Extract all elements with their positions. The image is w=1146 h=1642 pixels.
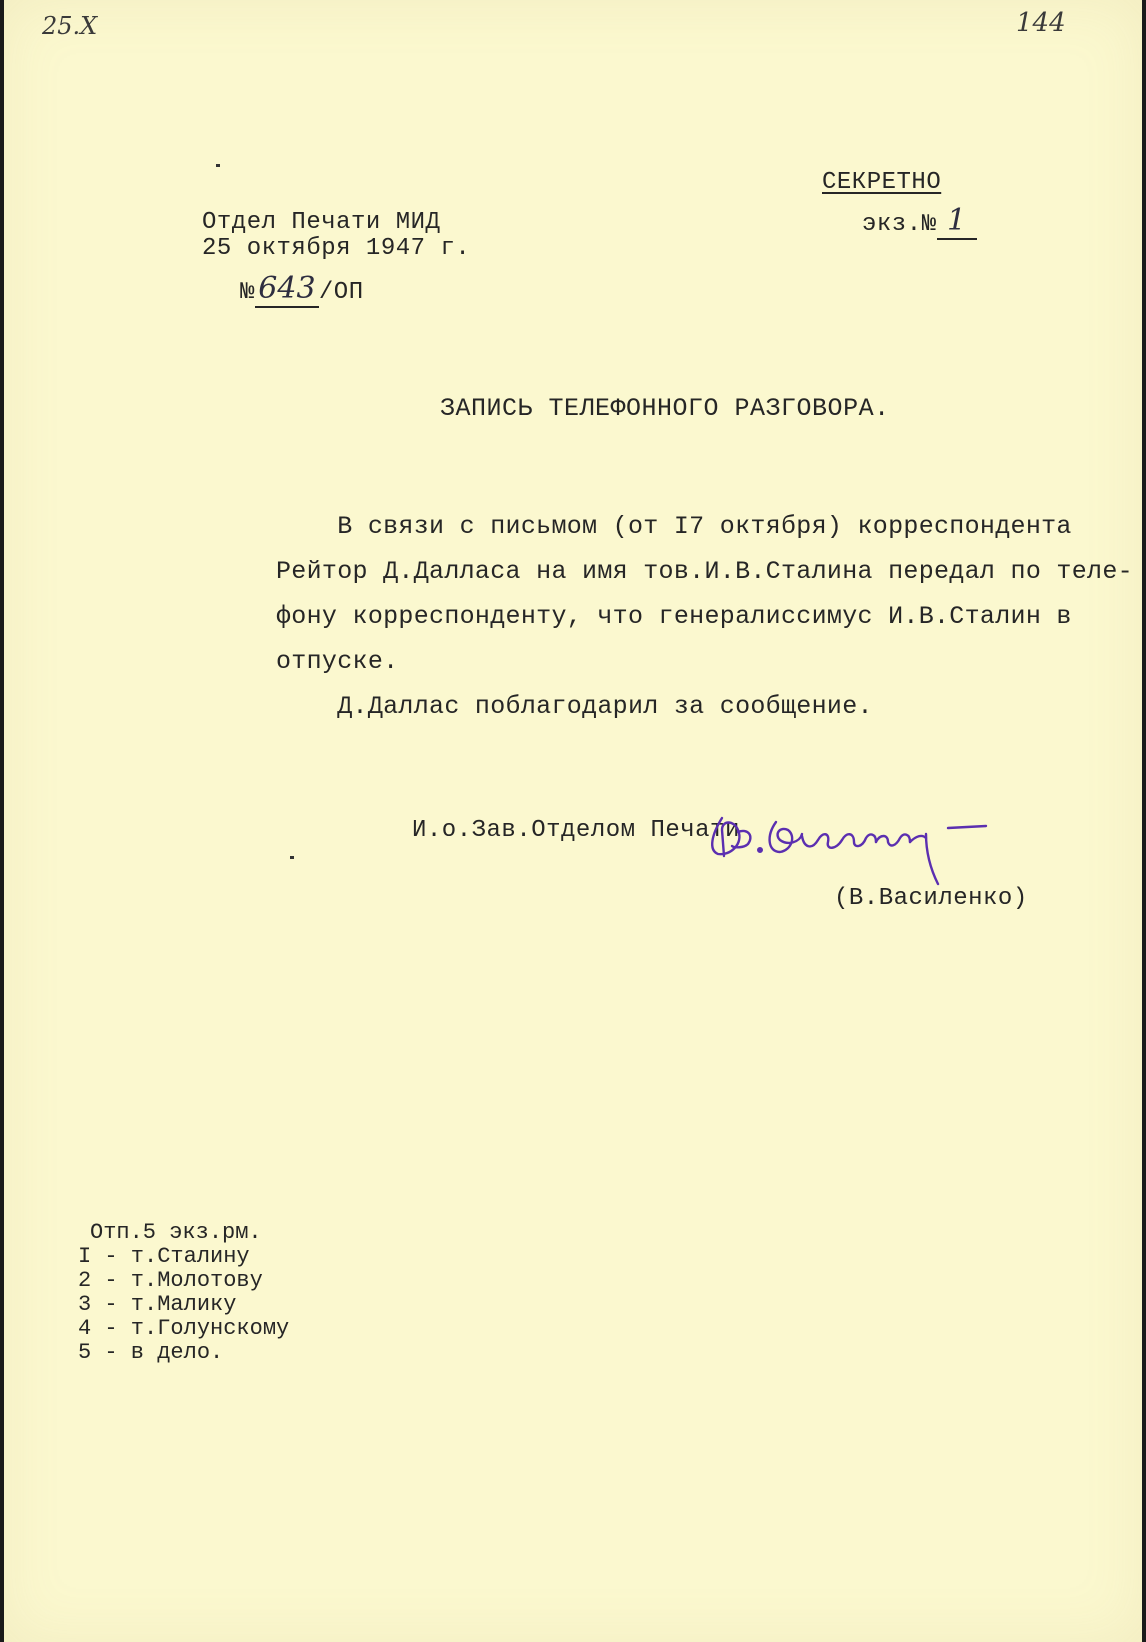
document-number-value: 643	[258, 271, 316, 306]
distribution-item: 3 - т.Малику	[78, 1292, 237, 1317]
secret-stamp: СЕКРЕТНО	[822, 169, 942, 196]
document-date: 25 октября 1947 г.	[202, 235, 471, 262]
document-number-suffix: /ОП	[318, 279, 364, 306]
document-number	[240, 271, 364, 308]
handwritten-signature	[704, 806, 994, 886]
copy-number-label: экз.№	[862, 211, 937, 238]
document-number-prefix: №	[240, 279, 255, 306]
copy-number-blank	[937, 203, 977, 240]
document-body	[276, 504, 1133, 729]
signatory-name: (В.Василенко)	[834, 885, 1028, 912]
page-number-handwritten: 144	[1016, 8, 1066, 38]
document-page	[4, 0, 1142, 1642]
document-number-blank	[255, 271, 319, 308]
department-name: Отдел Печати МИД	[202, 209, 441, 236]
distribution-header: Отп.5 экз.рм.	[90, 1220, 262, 1245]
stray-mark	[216, 164, 220, 167]
distribution-item: 2 - т.Молотову	[78, 1268, 263, 1293]
body-line: Рейтор Д.Далласа на имя тов.И.В.Сталина передал по теле-	[276, 557, 1133, 586]
body-line: отпуске.	[276, 647, 399, 676]
copy-number	[862, 203, 977, 240]
margin-note-top-left: 25.X	[42, 12, 98, 40]
stray-mark	[290, 856, 294, 859]
body-line: В связи с письмом (от I7 октября) корреспондента	[276, 512, 1072, 541]
distribution-item: 4 - т.Голунскому	[78, 1316, 290, 1341]
distribution-item: 5 - в дело.	[78, 1340, 224, 1365]
body-line: Д.Даллас поблагодарил за сообщение.	[276, 692, 873, 721]
signatory-title: И.о.Зав.Отделом Печати	[412, 817, 740, 844]
distribution-list	[78, 1221, 289, 1365]
document-title: ЗАПИСЬ ТЕЛЕФОННОГО РАЗГОВОРА.	[440, 394, 890, 423]
distribution-item: I - т.Сталину	[78, 1244, 250, 1269]
body-line: фону корреспонденту, что генералиссимус И.В.Сталин в	[276, 602, 1072, 631]
copy-number-value: 1	[946, 203, 967, 238]
